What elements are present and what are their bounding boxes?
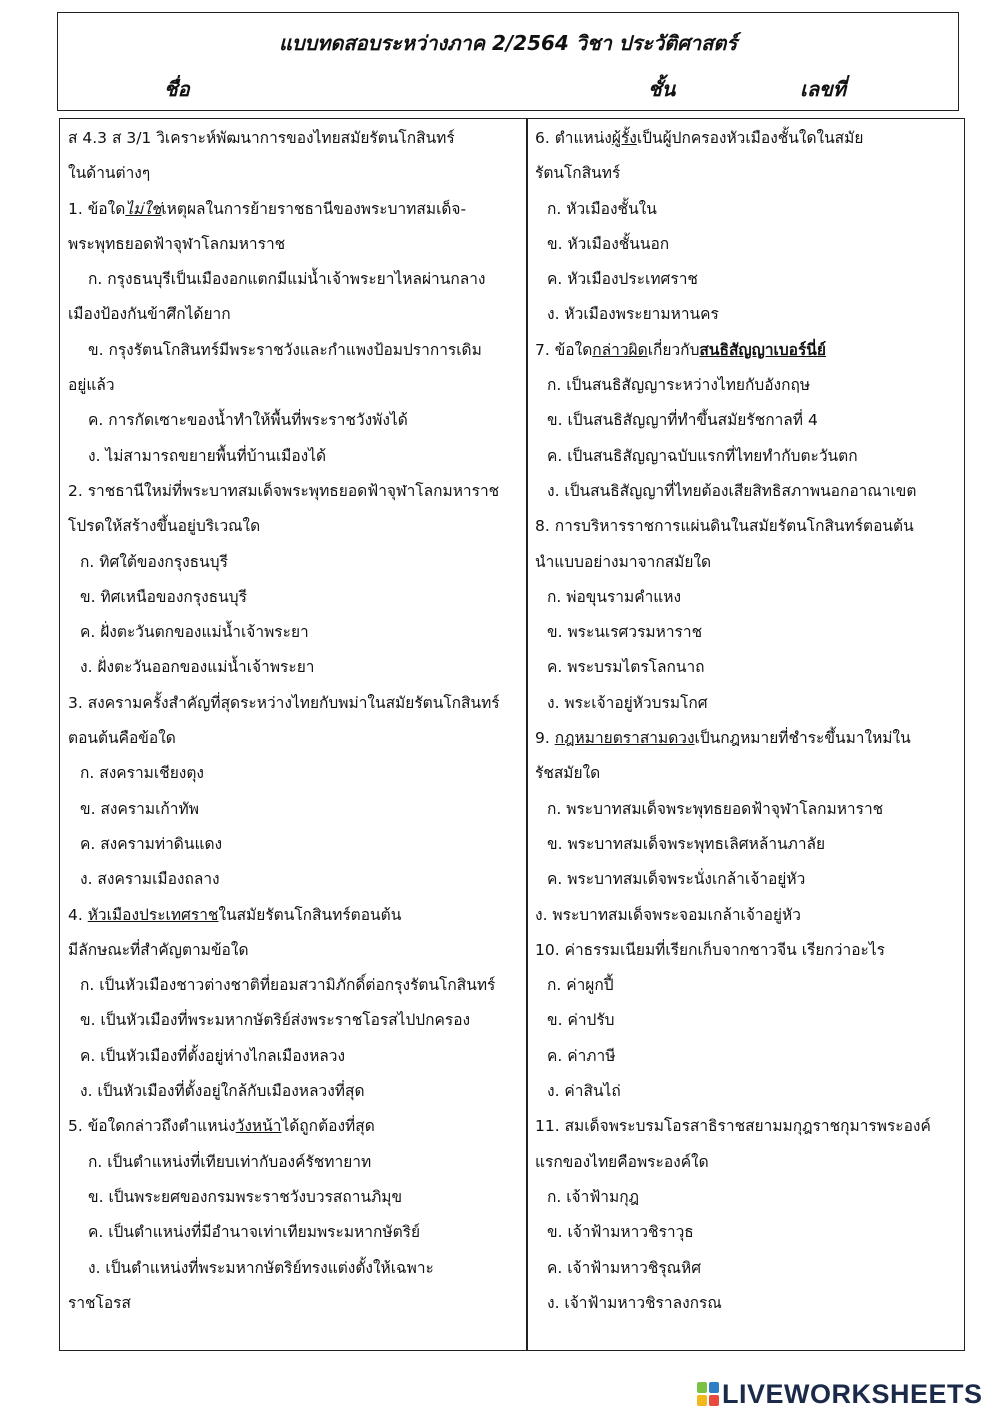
choice[interactable]: ง. เป็นหัวเมืองที่ตั้งอยู่ใกล้กับเมืองหลวงที่สุด: [80, 1082, 365, 1101]
emphasis: ผู้รั้ง: [611, 129, 637, 147]
choice[interactable]: ข. หัวเมืองชั้นนอก: [547, 234, 670, 253]
question-9: 9. กฎหมายตราสามดวงเป็นกฎหมายที่ชำระขึ้นมาใหม่ใน: [535, 729, 911, 748]
choice[interactable]: ข. เป็นสนธิสัญญาที่ทำขึ้นสมัยรัชกาลที่ 4: [547, 411, 818, 430]
right-column: [535, 121, 960, 1321]
choice[interactable]: ค. เจ้าฟ้ามหาวชิรุณหิศ: [547, 1258, 702, 1277]
question-8-cont: นำแบบอย่างมาจากสมัยใด: [535, 552, 712, 571]
choice[interactable]: ง. ไม่สามารถขยายพื้นที่บ้านเมืองได้: [88, 446, 327, 465]
indicator-line: ในด้านต่างๆ: [68, 164, 151, 183]
choice[interactable]: ก. พ่อขุนรามคำแหง: [547, 587, 682, 606]
choice[interactable]: ง. พระบาทสมเด็จพระจอมเกล้าเจ้าอยู่หัว: [535, 905, 801, 924]
choice[interactable]: ค. ค่าภาษี: [547, 1046, 616, 1065]
question-1: 1. ข้อใดไม่ใช่เหตุผลในการย้ายราชธานีของพระบาทสมเด็จ-: [68, 199, 467, 218]
question-3: 3. สงครามครั้งสำคัญที่สุดระหว่างไทยกับพม่าในสมัยรัตนโกสินทร์: [68, 693, 500, 712]
choice[interactable]: ง. ฝั่งตะวันออกของแม่น้ำเจ้าพระยา: [80, 658, 315, 677]
choice[interactable]: ง. เป็นสนธิสัญญาที่ไทยต้องเสียสิทธิสภาพนอกอาณาเขต: [547, 481, 917, 500]
choice-cont: ราชโอรส: [68, 1293, 131, 1312]
choice[interactable]: ค. เป็นสนธิสัญญาฉบับแรกที่ไทยทำกับตะวันตก: [547, 446, 858, 465]
choice[interactable]: ข. พระบาทสมเด็จพระพุทธเลิศหล้านภาลัย: [547, 834, 826, 853]
choice[interactable]: ค. พระบรมไตรโลกนาถ: [547, 658, 705, 677]
choice[interactable]: ง. พระเจ้าอยู่หัวบรมโกศ: [547, 693, 708, 712]
emphasis: กฎหมายตราสามดวง: [554, 729, 695, 748]
choice[interactable]: ค. หัวเมืองประเทศราช: [547, 270, 698, 289]
choice[interactable]: ก. เป็นสนธิสัญญาระหว่างไทยกับอังกฤษ: [547, 376, 811, 395]
left-column: [68, 121, 520, 1321]
emphasis-bold: สนธิสัญญาเบอร์นี่ย์: [699, 340, 826, 359]
indicator-line: ส 4.3 ส 3/1 วิเคราะห์พัฒนาการของไทยสมัยรัตนโกสินทร์: [68, 129, 455, 147]
question-6: 6. ตำแหน่งผู้รั้งเป็นผู้ปกครองหัวเมืองชั้นใดในสมัย: [535, 129, 864, 147]
choice[interactable]: ข. กรุงรัตนโกสินทร์มีพระราชวังและกำแพงป้อมปราการเดิม: [88, 340, 482, 359]
question-2-cont: โปรดให้สร้างขึ้นอยู่บริเวณใด: [68, 517, 261, 536]
question-2: 2. ราชธานีใหม่ที่พระบาทสมเด็จพระพุทธยอดฟ้าจุฬาโลกมหาราช: [68, 481, 500, 500]
choice[interactable]: ค. สงครามท่าดินแดง: [80, 834, 223, 853]
choice[interactable]: ค. การกัดเซาะของน้ำทำให้พื้นที่พระราชวังพังได้: [88, 411, 408, 430]
choice[interactable]: ง. สงครามเมืองถลาง: [80, 870, 220, 889]
choice[interactable]: ข. เป็นพระยศของกรมพระราชวังบวรสถานภิมุข: [88, 1187, 403, 1206]
choice[interactable]: ก. ทิศใต้ของกรุงธนบุรี: [80, 552, 228, 571]
question-9-cont: รัชสมัยใด: [535, 764, 601, 783]
choice[interactable]: ง. หัวเมืองพระยามหานคร: [547, 305, 719, 324]
number-label: เลขที่: [800, 77, 846, 101]
choice[interactable]: ง. ค่าสินไถ่: [547, 1082, 621, 1101]
choice-cont: อยู่แล้ว: [68, 376, 115, 395]
choice[interactable]: ข. เจ้าฟ้ามหาวชิราวุธ: [547, 1223, 694, 1242]
choice[interactable]: ง. เจ้าฟ้ามหาวชิราลงกรณ: [547, 1293, 722, 1312]
choice[interactable]: ข. ทิศเหนือของกรุงธนบุรี: [80, 587, 247, 606]
liveworksheets-logo-icon: [697, 1382, 719, 1406]
emphasis: ไม่ใช่: [125, 199, 162, 218]
choice[interactable]: ข. สงครามเก้าทัพ: [80, 799, 199, 818]
column-divider: [526, 119, 528, 1350]
choice[interactable]: ข. พระนเรศวรมหาราช: [547, 623, 703, 642]
choice-cont: เมืองป้องกันข้าศึกได้ยาก: [68, 305, 231, 324]
choice[interactable]: ก. พระบาทสมเด็จพระพุทธยอดฟ้าจุฬาโลกมหาราช: [547, 799, 884, 818]
exam-title: แบบทดสอบระหว่างภาค 2/2564 วิชา ประวัติศาสตร์: [278, 31, 738, 55]
exam-header: [57, 12, 959, 111]
question-8: 8. การบริหารราชการแผ่นดินในสมัยรัตนโกสินทร์ตอนต้น: [535, 517, 914, 536]
liveworksheets-logo[interactable]: [697, 1377, 983, 1411]
question-5: 5. ข้อใดกล่าวถึงตำแหน่งวังหน้าได้ถูกต้องที่สุด: [68, 1117, 375, 1136]
choice[interactable]: ค. เป็นหัวเมืองที่ตั้งอยู่ห่างไกลเมืองหลวง: [80, 1046, 346, 1065]
class-label: ชั้น: [648, 77, 676, 101]
choice[interactable]: ก. เป็นตำแหน่งที่เทียบเท่ากับองค์รัชทายาท: [88, 1152, 372, 1171]
question-11: 11. สมเด็จพระบรมโอรสาธิราชสยามมกุฎราชกุมารพระองค์: [535, 1117, 931, 1136]
name-label: ชื่อ: [164, 77, 190, 101]
choice[interactable]: ข. เป็นหัวเมืองที่พระมหากษัตริย์ส่งพระราชโอรสไปปกครอง: [80, 1011, 471, 1030]
choice[interactable]: ก. หัวเมืองชั้นใน: [547, 199, 657, 218]
choice[interactable]: ก. กรุงธนบุรีเป็นเมืองอกแตกมีแม่น้ำเจ้าพระยาไหลผ่านกลาง: [88, 270, 486, 289]
question-6-cont: รัตนโกสินทร์: [535, 164, 621, 183]
choice[interactable]: ค. พระบาทสมเด็จพระนั่งเกล้าเจ้าอยู่หัว: [547, 870, 806, 889]
emphasis: หัวเมืองประเทศราช: [87, 905, 219, 924]
choice[interactable]: ก. สงครามเชียงตุง: [80, 764, 204, 783]
logo-text: LIVEWORKSHEETS: [722, 1378, 983, 1409]
question-10: 10. ค่าธรรมเนียมที่เรียกเก็บจากชาวจีน เรียกว่าอะไร: [535, 940, 885, 959]
choice[interactable]: ก. ค่าผูกปี้: [547, 976, 614, 995]
choice[interactable]: ค. ฝั่งตะวันตกของแม่น้ำเจ้าพระยา: [80, 623, 309, 642]
choice[interactable]: ง. เป็นตำแหน่งที่พระมหากษัตริย์ทรงแต่งตั้งให้เฉพาะ: [88, 1258, 434, 1277]
question-1-cont: พระพุทธยอดฟ้าจุฬาโลกมหาราช: [68, 234, 286, 253]
choice[interactable]: ข. ค่าปรับ: [547, 1011, 615, 1030]
question-3-cont: ตอนต้นคือข้อใด: [68, 729, 176, 748]
question-4-cont: มีลักษณะที่สำคัญตามข้อใด: [68, 940, 249, 959]
question-table: [59, 118, 965, 1351]
choice[interactable]: ก. เจ้าฟ้ามกุฎ: [547, 1187, 640, 1206]
emphasis: กล่าวผิด: [592, 340, 648, 359]
question-4: 4. หัวเมืองประเทศราชในสมัยรัตนโกสินทร์ตอนต้น: [68, 905, 402, 924]
choice[interactable]: ก. เป็นหัวเมืองชาวต่างชาติที่ยอมสวามิภักดิ์ต่อกรุงรัตนโกสินทร์: [80, 976, 496, 995]
question-11-cont: แรกของไทยคือพระองค์ใด: [535, 1152, 709, 1171]
emphasis: วังหน้า: [235, 1117, 282, 1136]
choice[interactable]: ค. เป็นตำแหน่งที่มีอำนาจเท่าเทียมพระมหากษัตริย์: [88, 1223, 421, 1242]
question-7: 7. ข้อใดกล่าวผิดเกี่ยวกับสนธิสัญญาเบอร์นี่ย์: [535, 340, 826, 359]
